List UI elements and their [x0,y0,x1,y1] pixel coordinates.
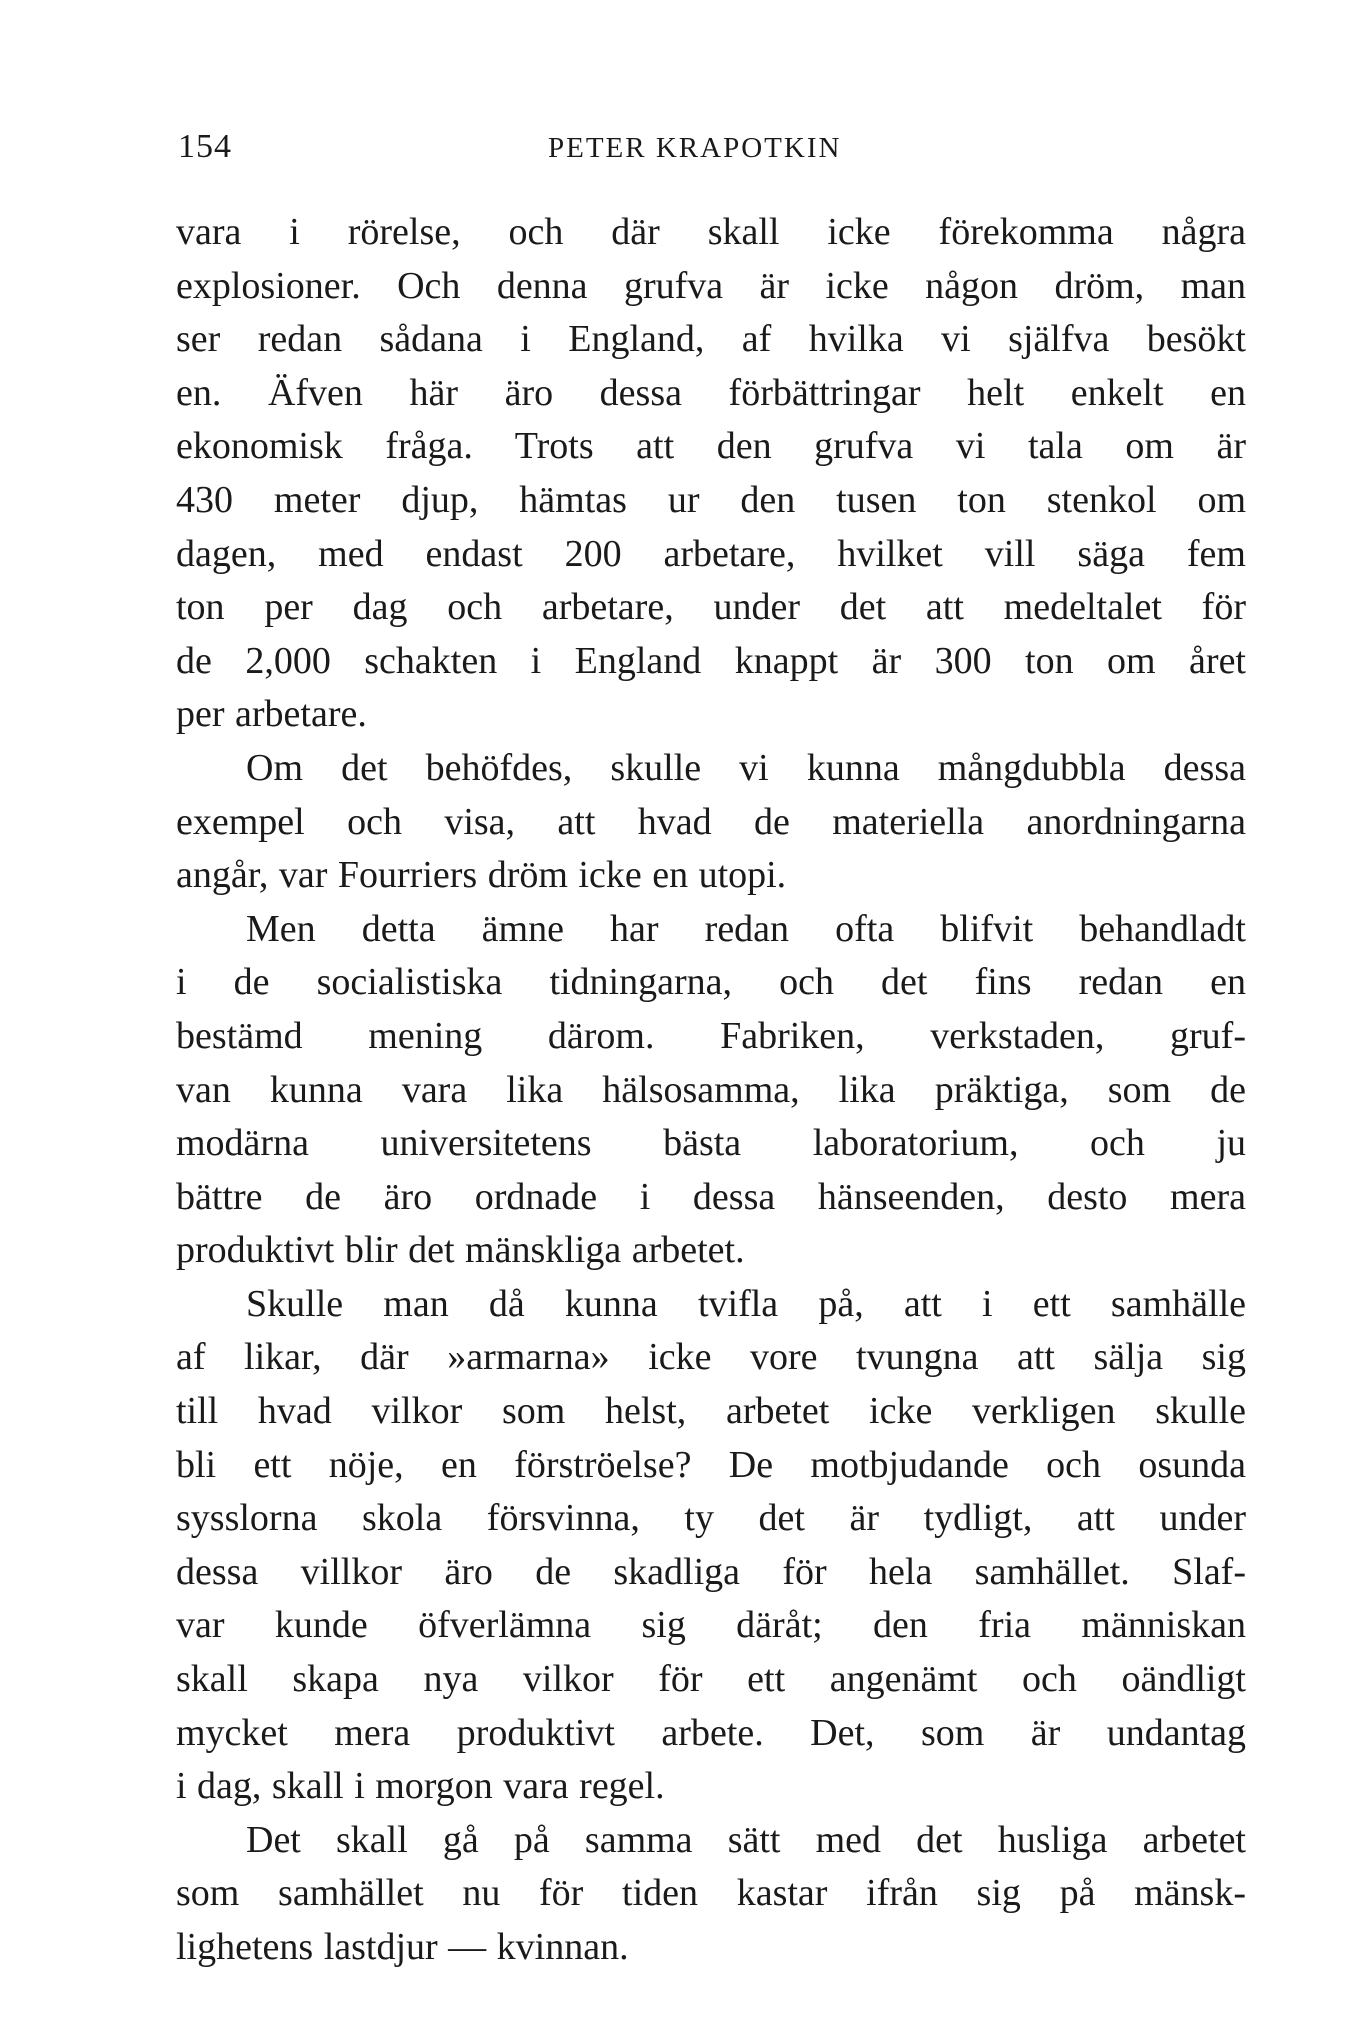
text-line: angår, var Fourriers dröm icke en utopi. [176,854,787,897]
text-line: de 2,000 schakten i England knappt är 300 ton om året [176,639,1246,682]
text-line: en. Äfven här äro dessa förbättringar helt enkelt en [176,371,1246,414]
text-line: sysslorna skola försvinna, ty det är tydligt, att under [176,1497,1246,1540]
text-line: per arbetare. [176,693,367,736]
text-line: ekonomisk fråga. Trots att den grufva vi tala om är [176,425,1246,468]
text-line: mycket mera produktivt arbete. Det, som är undantag [176,1711,1246,1754]
text-line: bestämd mening därom. Fabriken, verkstaden, gruf- [176,1014,1246,1057]
text-line: dagen, med endast 200 arbetare, hvilket vill säga fem [176,532,1246,575]
text-line: bättre de äro ordnade i dessa hänseenden, desto mera [176,1175,1246,1218]
text-line: af likar, där »armarna» icke vore tvungna att sälja sig [176,1336,1246,1379]
text-line: lighetens lastdjur — kvinnan. [176,1926,629,1968]
body-text [176,206,1246,1975]
text-line: Om det behöfdes, skulle vi kunna mångdubbla dessa [246,746,1246,789]
text-line: van kunna vara lika hälsosamma, lika präktiga, som de [176,1068,1246,1111]
text-line: ser redan sådana i England, af hvilka vi själfva besökt [176,318,1246,361]
text-line: bli ett nöje, en förströelse? De motbjudande och osunda [176,1443,1246,1486]
page-header [178,128,1246,178]
text-line: exempel och visa, att hvad de materiella anordningarna [176,800,1246,843]
text-line: skall skapa nya vilkor för ett angenämt och oändligt [176,1658,1246,1701]
text-line: ton per dag och arbetare, under det att medeltalet för [176,586,1246,629]
text-line: vara i rörelse, och där skall icke förekomma några [176,211,1246,253]
text-line: modärna universitetens bästa laboratorium, och ju [176,1122,1246,1165]
text-line: var kunde öfverlämna sig däråt; den fria människan [176,1604,1246,1647]
text-line: produktivt blir det mänskliga arbetet. [176,1229,745,1272]
text-line: dessa villkor äro de skadliga för hela samhället. Slaf- [176,1550,1246,1593]
running-head: PETER KRAPOTKIN [548,132,842,164]
text-line: explosioner. Och denna grufva är icke någon dröm, man [176,264,1246,307]
text-line: 430 meter djup, hämtas ur den tusen ton stenkol om [176,478,1246,521]
text-line: Skulle man då kunna tvifla på, att i ett samhälle [246,1282,1246,1325]
text-line: i de socialistiska tidningarna, och det fins redan en [176,961,1246,1004]
text-line: i dag, skall i morgon vara regel. [176,1765,665,1808]
text-line: Men detta ämne har redan ofta blifvit behandladt [246,907,1246,950]
page-number: 154 [178,128,232,165]
text-line: till hvad vilkor som helst, arbetet icke verkligen skulle [176,1390,1246,1433]
text-line: Det skall gå på samma sätt med det husliga arbetet [246,1818,1246,1861]
text-line: som samhället nu för tiden kastar ifrån sig på mänsk- [176,1872,1246,1915]
